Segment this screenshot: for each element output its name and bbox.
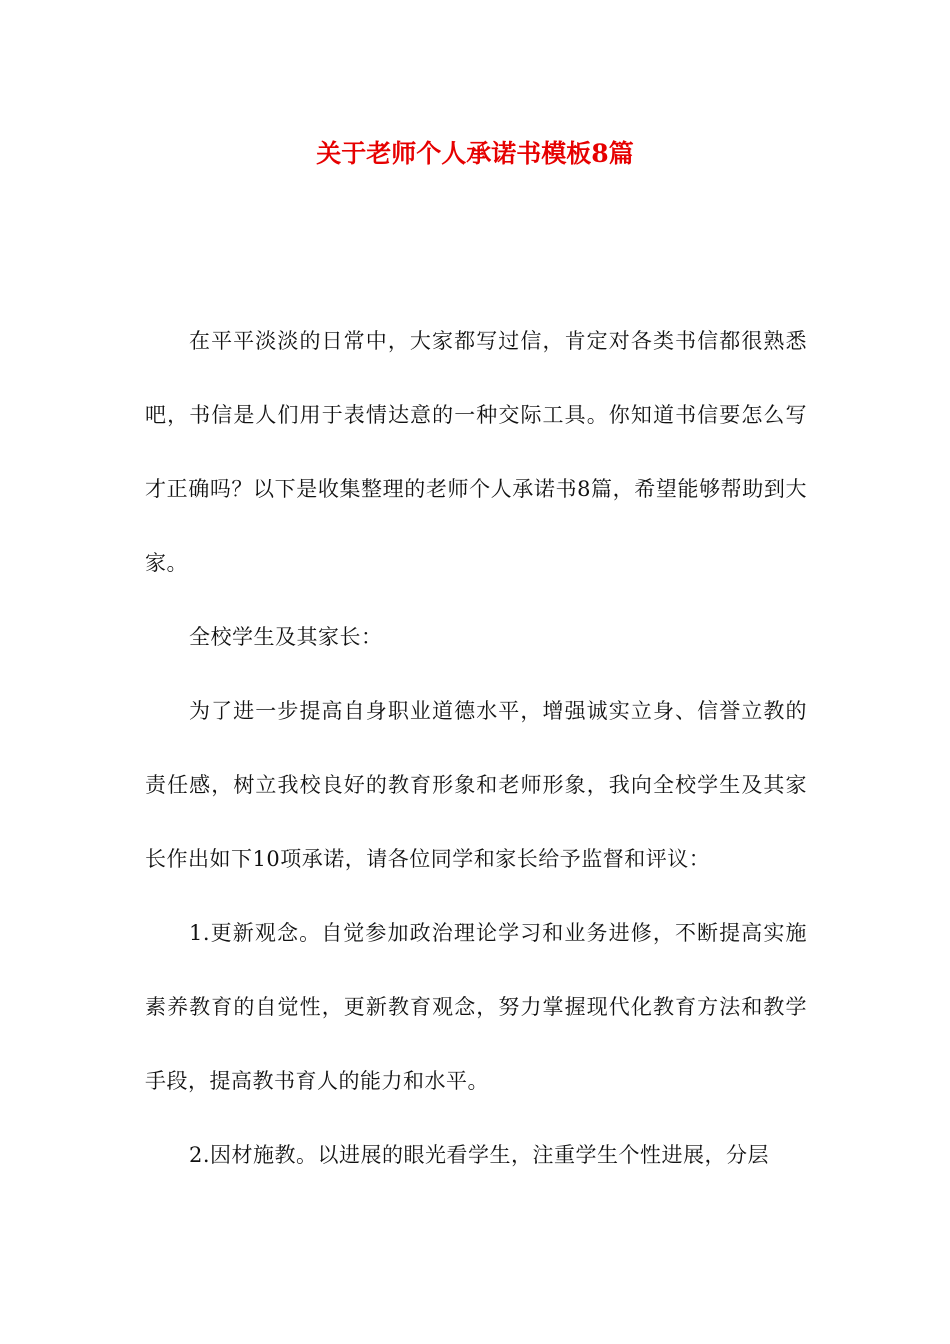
intro-paragraph: 在平平淡淡的日常中，大家都写过信，肯定对各类书信都很熟悉吧，书信是人们用于表情达意的一种交际工具。你知道书信要怎么写才正确吗？以下是收集整理的老师个人承诺书8篇，希望能够帮助到大家。	[145, 329, 807, 575]
commitment-intro-paragraph: 为了进一步提高自身职业道德水平，增强诚实立身、信誉立教的责任感，树立我校良好的教育形象和老师形象，我向全校学生及其家长作出如下10项承诺，请各位同学和家长给予监督和评议：	[145, 699, 807, 871]
document-title: 关于老师个人承诺书模板8篇	[316, 139, 634, 168]
item-2-paragraph: 2.因材施教。以进展的眼光看学生，注重学生个性进展，分层	[189, 1143, 770, 1167]
salutation-paragraph: 全校学生及其家长：	[189, 625, 383, 649]
item-1-paragraph: 1.更新观念。自觉参加政治理论学习和业务进修，不断提高实施素养教育的自觉性，更新教育观念，努力掌握现代化教育方法和教学手段，提高教书育人的能力和水平。	[145, 921, 807, 1093]
